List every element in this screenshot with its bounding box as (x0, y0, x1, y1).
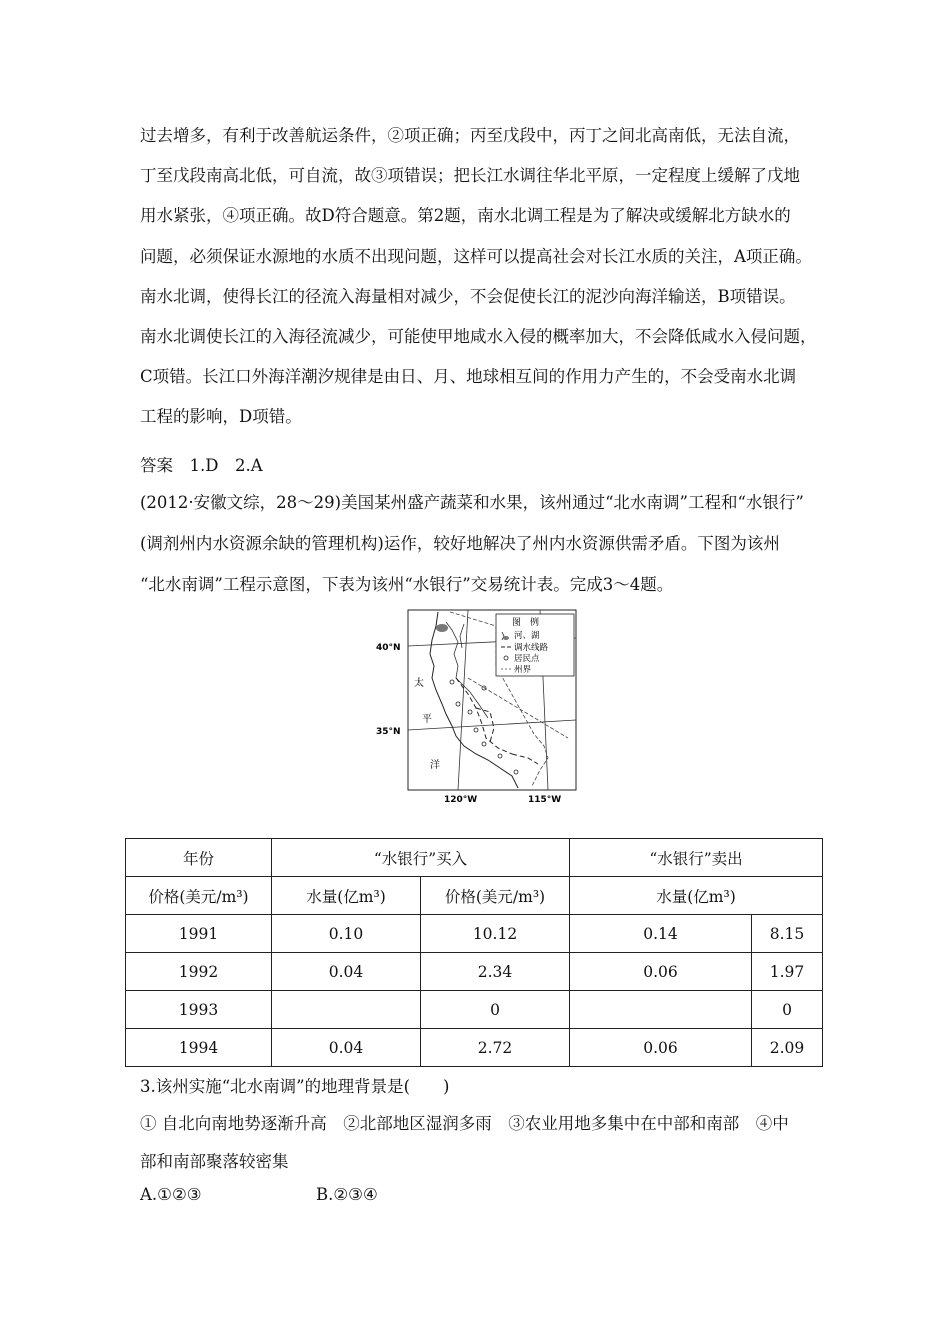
ocean-label: 洋 (430, 760, 440, 771)
text-line: 问题，必须保证水源地的水质不出现问题，这样可以提高社会对长江水质的关注，A项正确。 (140, 246, 812, 266)
table-cell: 0.10 (272, 915, 421, 953)
intro-line: (调剂州内水资源余缺的管理机构)运作，较好地解决了州内水资源供需矛盾。下图为该州 (140, 534, 780, 553)
ocean-label: 太 (414, 678, 424, 689)
table-cell: 0 (421, 991, 570, 1029)
legend-item: 州界 (514, 665, 532, 675)
lake-legend-icon (503, 636, 509, 640)
table-row (126, 953, 823, 991)
table-cell: 0 (752, 991, 823, 1029)
legend-item: 河、湖 (514, 631, 540, 641)
legend-title: 图 例 (512, 618, 540, 628)
table-cell (272, 991, 421, 1029)
table-header-row (126, 839, 823, 877)
text-line: 工程的影响，D项错。 (140, 407, 302, 427)
option-b: B.②③④ (316, 1185, 378, 1204)
answer-line: 答案 1.D 2.A (140, 456, 263, 475)
longitude-label: 120°W (444, 795, 478, 803)
table-cell: 2.09 (752, 1029, 823, 1067)
table-cell: 1991 (126, 915, 272, 953)
ocean-label: 平 (422, 714, 432, 725)
longitude-label: 115°W (528, 795, 562, 803)
text-line: C项错。长江口外海洋潮汐规律是由日、月、地球相互间的作用力产生的，不会受南水北调 (140, 367, 797, 387)
question-stem: 3.该州实施“北水南调”的地理背景是( ) (140, 1077, 450, 1096)
table-cell: 0.04 (272, 953, 421, 991)
option-a: A.①②③ (140, 1185, 202, 1204)
table-cell: 0.06 (570, 1029, 752, 1067)
table-cell: 2.34 (421, 953, 570, 991)
table-header-row (126, 877, 823, 915)
table-row (126, 1029, 823, 1067)
water-transfer-map (372, 608, 582, 803)
latitude-label: 40°N (376, 643, 401, 653)
table-cell: 1993 (126, 991, 272, 1029)
text-line: 南水北调，使得长江的径流入海量相对减少，不会促使长江的泥沙向海洋输送，B项错误。 (140, 286, 796, 306)
question-statements: ① 自北向南地势逐渐升高 ②北部地区湿润多雨 ③农业用地多集中在中部和南部 ④中 (140, 1114, 789, 1133)
text-line: 过去增多，有利于改善航运条件，②项正确；丙至戊段中，丙丁之间北高南低，无法自流， (140, 126, 800, 145)
text-line: 丁至戊段南高北低，可自流，故③项错误；把长江水调往华北平原，一定程度上缓解了戊地 (140, 166, 800, 186)
latitude-label: 35°N (376, 727, 401, 737)
question-statements: 部和南部聚落较密集 (140, 1152, 289, 1171)
table-header-cell: 年份 (126, 839, 272, 877)
table-row (126, 915, 823, 953)
table-row (126, 991, 823, 1029)
table-cell (570, 991, 752, 1029)
table-cell: 8.15 (752, 915, 823, 953)
intro-line: (2012·安徽文综，28～29)美国某州盛产蔬菜和水果，该州通过“北水南调”工程和“水银行” (140, 493, 804, 512)
explanation-paragraph (140, 116, 830, 438)
text-line: 用水紧张，④项正确。故D符合题意。第2题，南水北调工程是为了解决或缓解北方缺水的 (140, 206, 791, 226)
table-cell: 1994 (126, 1029, 272, 1067)
table-cell: 1.97 (752, 953, 823, 991)
water-bank-table (125, 838, 823, 1067)
table-cell: 0.06 (570, 953, 752, 991)
lake (436, 624, 448, 632)
table-header-cell: 价格(美元/m³) (126, 877, 272, 915)
table-header-cell: 价格(美元/m³) (421, 877, 570, 915)
table-cell: 0.14 (570, 915, 752, 953)
table-header-cell: “水银行”卖出 (570, 839, 823, 877)
legend-item: 居民点 (514, 654, 540, 664)
answer-options (140, 1185, 378, 1204)
table-header-cell: 水量(亿m³) (272, 877, 421, 915)
table-cell: 2.72 (421, 1029, 570, 1067)
intro-line: “北水南调”工程示意图，下表为该州“水银行”交易统计表。完成3～4题。 (140, 575, 674, 594)
table-cell: 1992 (126, 953, 272, 991)
table-header-cell: “水银行”买入 (272, 839, 570, 877)
table-header-cell: 水量(亿m³) (570, 877, 823, 915)
table-cell: 10.12 (421, 915, 570, 953)
legend-item: 调水线路 (514, 643, 549, 653)
text-line: 南水北调使长江的入海径流减少，可能使甲地咸水入侵的概率加大，不会降低咸水入侵问题， (140, 327, 817, 347)
table-cell: 0.04 (272, 1029, 421, 1067)
